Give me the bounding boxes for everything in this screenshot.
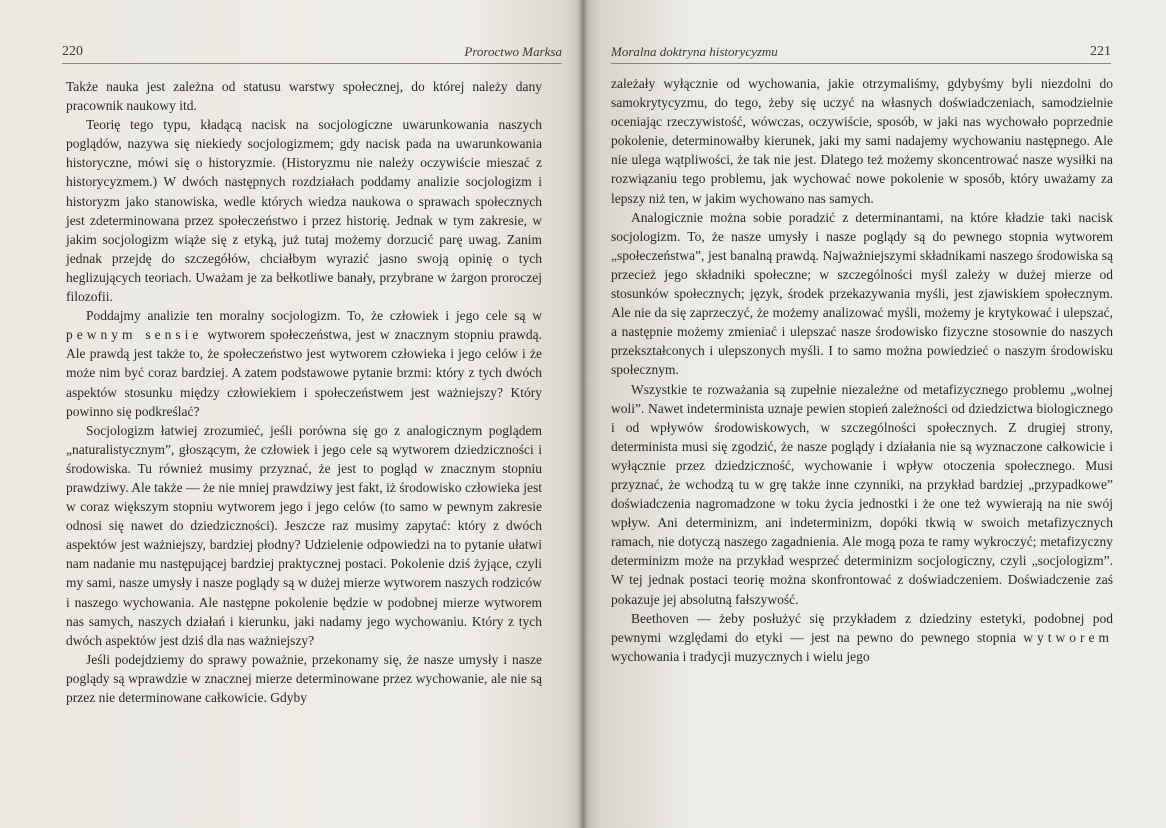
paragraph: Socjologizm łatwiej zrozumieć, jeśli porówna się go z analogicznym poglądem „naturalistycznym”, głoszącym, że człowiek i jego cele są wytworem dziedziczności i środowiska. Tu również musimy przyznać, że jest to pogląd w znacznym stopniu prawdziwy. Ale także — że nie mniej prawdziwy jest fakt, iż środowisko człowieka jest w coraz większym stopniu wytworem jego i jego celów (to samo w pewnym zakresie odnosi się nawet do dziedziczności). Jeszcze raz musimy zapytać: który z dwóch aspektów jest ważniejszy, bardziej płodny? Udzielenie odpowiedzi na to pytanie ułatwi nam nadanie mu następującej bardziej praktycznej postaci. Pokolenie dziś żyjące, czyli my sami, nasze umysły i nasze poglądy są w dużej mierze wytworem naszych rodziców i naszego wychowania. Ale następne pokolenie będzie w podobnej mierze wytworem nas samych, naszych działań i kierunku, jaki nadamy jego wychowaniu. Który z tych dwóch aspektów jest dziś dla nas ważniejszy?	[66, 422, 542, 648]
header-rule	[611, 63, 1111, 64]
right-page-body	[611, 74, 1113, 666]
spaced-emphasis: wytworem	[1023, 629, 1113, 645]
paragraph: Także nauka jest zależna od statusu warstwy społecznej, do której należy dany pracownik naukowy itd.	[66, 79, 542, 114]
paragraph: Analogicznie można sobie poradzić z determinantami, na które kładzie taki nacisk socjologizm. To, że nasze umysły i nasze poglądy są do pewnego stopnia wytworem „społeczeństwa”, jest banalną prawdą. Najważniejszymi składnikami naszego środowiska są przecież jego składniki społeczne; w szczególności myśl zależy w dużej mierze od stosunków społecznych; język, środek przekazywania myśli, jest zjawiskiem społecznym. Ale nie da się zaprzeczyć, że możemy analizować myśli, możemy je krytykować i ulepszać, a następnie możemy zmieniać i ulepszać nasze środowisko fizyczne stosownie do naszych przekształconych i ulepszonych myśli. I to samo można powiedzieć o naszym środowisku społecznym.	[611, 209, 1113, 378]
paragraph: Jeśli podejdziemy do sprawy poważnie, przekonamy się, że nasze umysły i nasze poglądy są wprawdzie w znacznej mierze determinowane przez wychowanie, ale nie są przez nie determinowane całkowicie. Gdyby	[66, 651, 542, 705]
paragraph	[611, 609, 1113, 666]
page-number: 221	[1090, 44, 1111, 59]
paragraph: zależały wyłącznie od wychowania, jakie otrzymaliśmy, gdybyśmy byli niezdolni do samokrytycyzmu, do tego, żeby się uczyć na własnych doświadczeniach, samodzielnie oceniając rzeczywistość, wówczas, oczywiście, sposób, w jaki nas wychowało poprzednie pokolenie, determinowałby kierunek, jaki my sami nadajemy wychowaniu następnego. Ale nie ulega wątpliwości, że tak nie jest. Dlatego też możemy skoncentrować nasze wysiłki na rozwiązaniu tego problemu, jak wychować nowe pokolenie w sposób, który uważamy za lepszy niż ten, w jakim wychowano nas samych.	[611, 76, 1113, 206]
paragraph	[66, 306, 542, 421]
paragraph-text: Beethoven — żeby posłużyć się przykładem z dziedziny estetyki, podobnej pod pewnymi względami do etyki — jest na pewno do pewnego stopnia	[611, 610, 1113, 645]
paragraph-text: Poddajmy analizie ten moralny socjologizm. To, że człowiek i jego cele są w	[86, 308, 542, 324]
paragraph: Wszystkie te rozważania są zupełnie niezależne od metafizycznego problemu „wolnej woli”. Nawet indeterminista uznaje pewien stopień zależności od dziedzictwa biologicznego i od wpływów środowiskowych, w szczególności społecznych. Z drugiej strony, determinista musi się zgodzić, że nasze poglądy i działania nie są wyznaczone całkowicie i wyłącznie przez dziedziczność, wychowanie i wpływ otoczenia społecznego. Musi przyznać, że wchodzą tu w grę także inne czynniki, na przykład bardziej „przypadkowe” doświadczenia nagromadzone w toku życia jednostki i że one też wywierają na nie swój wpływ. Ani determinizm, ani indeterminizm, dopóki tkwią w swoich metafizycznych ramach, nie dotyczą naszego zagadnienia. Ale mogą poza te ramy wykroczyć; metafizyczny determinizm może na przykład wesprzeć determinizm socjologiczny, czyli „socjologizm”. W tej jednak postaci teorię można skonfrontować z doświadczeniem. Doświadczenie zaś pokazuje jej absolutną fałszywość.	[611, 381, 1113, 607]
spaced-emphasis: pewnym sensie	[66, 327, 203, 343]
paragraph-text: wytworem społeczeństwa, jest w znacznym stopniu prawdą. Ale prawdą jest także to, że społeczeństwo jest wytworem człowieka i jego celów i że może nim być coraz bardziej. A zatem podstawowe pytanie brzmi: który z tych dwóch aspektów stosunku między człowiekiem i społeczeństwem jest ważniejszy? Który powinno się podkreślać?	[66, 327, 542, 419]
running-title: Moralna doktryna historycyzmu	[611, 44, 778, 59]
paragraph-text: wychowania i tradycji muzycznych i wielu jego	[611, 648, 870, 664]
header-rule	[62, 63, 562, 64]
page-number: 220	[62, 44, 83, 59]
left-page-body	[66, 77, 542, 707]
book-spine-shadow	[578, 0, 588, 828]
paragraph: Teorię tego typu, kładącą nacisk na socjologiczne uwarunkowania naszych poglądów, nazywa się niekiedy socjologizmem; gdy nacisk pada na uwarunkowania historyczne, mówi się o historyzmie. (Historyzmu nie należy oczywiście mieszać z historycyzmem.) W dwóch następnych rozdziałach poddamy analizie socjologizm i historyzm jako stanowiska, wedle których wiedza naukowa o sprawach społecznych jest zdeterminowana przez społeczeństwo i przez historię. Jednak w tym zakresie, w jakim socjologizm wiąże się z etyką, już tutaj możemy dorzucić parę uwag. Zanim jednak przejdę do szczegółów, chciałbym wyrazić jasno swoją opinię o tych heglizujących teoriach. Uważam je za bełkotliwe banały, przybrane w żargon proroczej filozofii.	[66, 117, 542, 305]
right-page	[583, 0, 1166, 828]
running-title: Proroctwo Marksa	[464, 44, 562, 59]
